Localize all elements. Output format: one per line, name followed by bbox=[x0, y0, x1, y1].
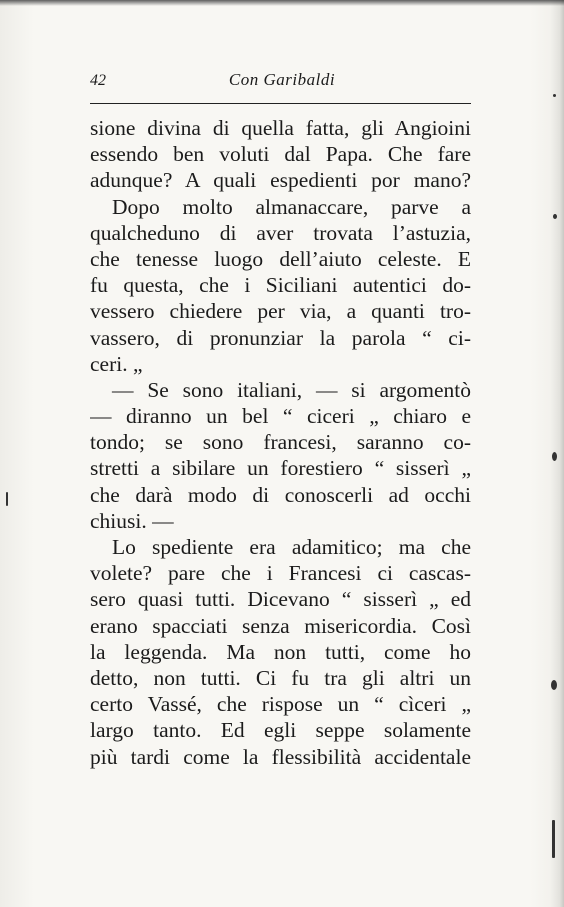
margin-speck bbox=[552, 820, 555, 858]
text-line: sero quasi tutti. Dicevano “ sisserì „ ed bbox=[90, 587, 471, 612]
margin-speck bbox=[553, 214, 557, 219]
text-line: sione divina di quella fatta, gli Angioini bbox=[90, 116, 471, 140]
text-line: — diranno un bel “ ciceri „ chiaro e bbox=[90, 404, 471, 429]
running-title: Con Garibaldi bbox=[228, 70, 336, 89]
text-line: Lo spediente era adamitico; ma che bbox=[112, 535, 471, 559]
page-top-shadow bbox=[0, 0, 564, 6]
text-line: stretti a sibilare un forestiero “ sisserì „ bbox=[90, 456, 471, 481]
text-line: chiusi. — bbox=[90, 508, 174, 533]
text-line: — Se sono italiani, — si argomentò bbox=[112, 377, 471, 402]
text-line: fu questa, che i Siciliani autentici do- bbox=[90, 273, 471, 298]
page-number: 42 bbox=[90, 72, 106, 89]
text-line: Dopo molto almanaccare, parve a bbox=[112, 194, 471, 219]
margin-speck bbox=[553, 94, 556, 97]
header-rule bbox=[90, 103, 471, 104]
text-line: qualcheduno di aver trovata l’astuzia, bbox=[90, 220, 471, 245]
text-line: largo tanto. Ed egli seppe solamente bbox=[90, 718, 471, 743]
text-line: vessero chiedere per via, a quanti tro- bbox=[90, 299, 471, 324]
text-line: erano spacciati senza misericordia. Così bbox=[90, 613, 471, 638]
body-text bbox=[90, 115, 471, 770]
text-line: tondo; se sono francesi, saranno co- bbox=[90, 430, 471, 455]
text-line: vassero, di pronunziar la parola “ ci- bbox=[90, 325, 471, 350]
text-line: che darà modo di conoscerli ad occhi bbox=[90, 482, 471, 507]
margin-speck bbox=[6, 492, 8, 506]
text-line: adunque? A quali espedienti por mano? bbox=[90, 168, 471, 193]
text-line: certo Vassé, che rispose un “ cìceri „ bbox=[90, 692, 471, 717]
text-line: la leggenda. Ma non tutti, come ho bbox=[90, 639, 471, 664]
text-line: che tenesse luogo dell’aiuto celeste. E bbox=[90, 246, 471, 271]
text-line: volete? pare che i Francesi ci cascas- bbox=[90, 561, 471, 586]
text-line: più tardi come la flessibilità accidentale bbox=[90, 744, 471, 769]
text-line: ceri. „ bbox=[90, 351, 143, 376]
margin-speck bbox=[552, 452, 557, 461]
text-line: essendo ben voluti dal Papa. Che fare bbox=[90, 142, 471, 167]
text-line: detto, non tutti. Ci fu tra gli altri un bbox=[90, 665, 471, 690]
margin-speck bbox=[551, 680, 557, 690]
